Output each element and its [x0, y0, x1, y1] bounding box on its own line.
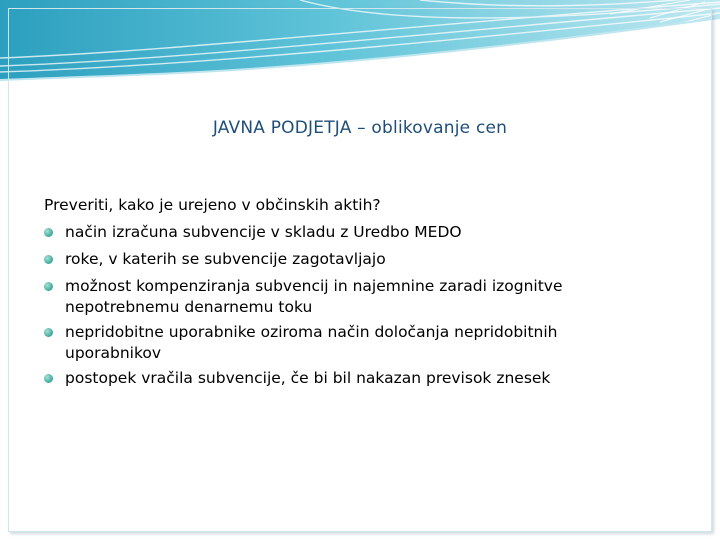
bullet-icon: [44, 255, 53, 264]
slide-title: JAVNA PODJETJA – oblikovanje cen: [212, 118, 508, 138]
list-item: [44, 365, 644, 392]
list-item: [44, 246, 644, 273]
list-item-text: nepridobitne uporabnike oziroma način določanja nepridobitnih: [65, 323, 558, 341]
intro-text: Preveriti, kako je urejeno v občinskih aktih?: [44, 196, 381, 214]
list-item-text: možnost kompenziranja subvencij in najemnine zaradi izognitve: [65, 277, 563, 295]
bullet-icon: [44, 282, 53, 291]
list-item: [44, 273, 644, 317]
list-item-text: roke, v katerih se subvencije zagotavljajo: [65, 250, 386, 268]
list-item-continuation: nepotrebnemu denarnemu toku: [65, 298, 313, 316]
bullet-icon: [44, 374, 53, 383]
bullet-list: [44, 219, 644, 392]
list-item-text: postopek vračila subvencije, če bi bil nakazan previsok znesek: [65, 369, 551, 387]
bullet-icon: [44, 228, 53, 237]
list-item: [44, 319, 644, 363]
list-item: [44, 219, 644, 246]
list-item-continuation: uporabnikov: [65, 344, 162, 362]
slide-body: [44, 192, 644, 392]
list-item-text: način izračuna subvencije v skladu z Uredbo MEDO: [65, 223, 462, 241]
bullet-icon: [44, 328, 53, 337]
